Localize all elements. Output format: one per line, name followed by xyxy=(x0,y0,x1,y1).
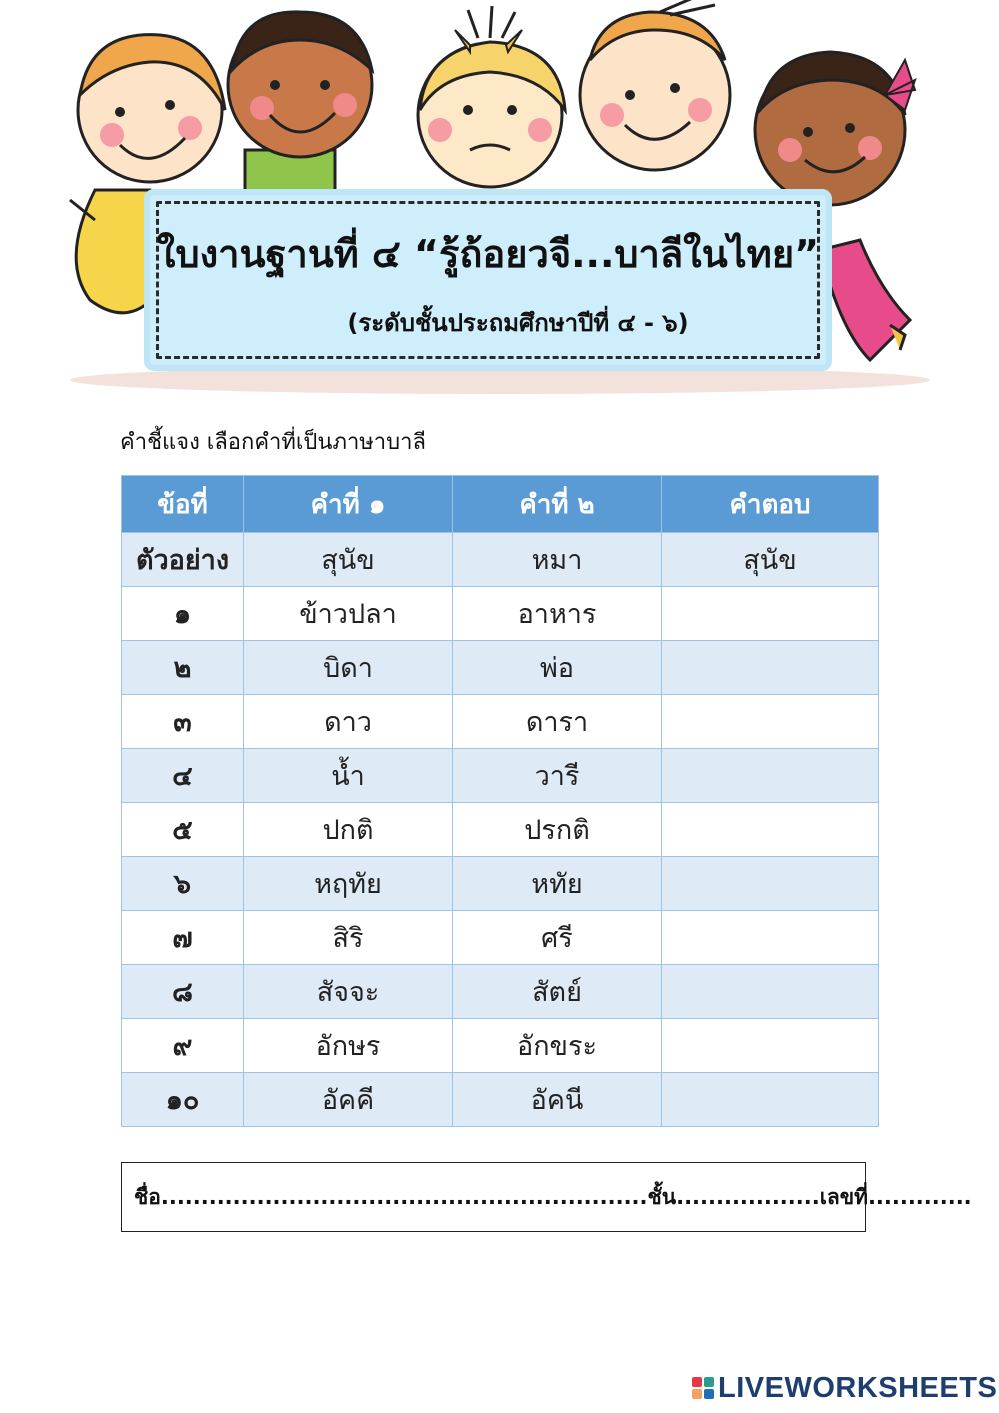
answer-input-cell[interactable] xyxy=(662,695,879,749)
logo-square-red xyxy=(692,1377,702,1387)
word-2: ศรี xyxy=(453,911,662,965)
table-row xyxy=(122,1019,879,1073)
liveworksheets-mark-icon xyxy=(692,1377,714,1399)
word-1: ดาว xyxy=(244,695,453,749)
word-2: ปรกติ xyxy=(453,803,662,857)
student-info-line: ชื่อ.............................................................ชั้น..................เลขที่............. xyxy=(134,1185,972,1209)
table-row xyxy=(122,1073,879,1127)
table-row xyxy=(122,857,879,911)
logo-square-teal xyxy=(704,1377,714,1387)
answer-input-cell[interactable] xyxy=(662,965,879,1019)
word-2: วารี xyxy=(453,749,662,803)
kid-3-icon xyxy=(418,6,565,187)
table-row xyxy=(122,803,879,857)
word-1: บิดา xyxy=(244,641,453,695)
answer-input-cell[interactable] xyxy=(662,587,879,641)
header-answer: คำตอบ xyxy=(662,476,879,533)
word-choice-table xyxy=(121,475,879,1127)
word-1: หฤทัย xyxy=(244,857,453,911)
student-info-box xyxy=(121,1162,972,1232)
kid-4-icon xyxy=(580,0,730,170)
word-1: สิริ xyxy=(244,911,453,965)
instruction-text: คำชี้แจง เลือกคำที่เป็นภาษาบาลี xyxy=(120,430,426,455)
word-1: อัคคี xyxy=(244,1073,453,1127)
table-row xyxy=(122,749,879,803)
table-row xyxy=(122,587,879,641)
word-2: สัตย์ xyxy=(453,965,662,1019)
table-row xyxy=(122,911,879,965)
answer-input-cell[interactable] xyxy=(662,857,879,911)
word-2: ดารา xyxy=(453,695,662,749)
word-2: พ่อ xyxy=(453,641,662,695)
answer-input-cell[interactable] xyxy=(662,749,879,803)
answer-input-cell[interactable] xyxy=(662,803,879,857)
answer-cell: สุนัข xyxy=(662,533,879,587)
answer-input-cell[interactable] xyxy=(662,641,879,695)
answer-input-cell[interactable] xyxy=(662,1073,879,1127)
liveworksheets-logo-text: LIVEWORKSHEETS xyxy=(718,1371,998,1404)
item-number: ๖ xyxy=(122,857,244,911)
logo-square-blue xyxy=(704,1389,714,1399)
table-header-row xyxy=(122,476,879,533)
kid-2-icon xyxy=(228,12,372,200)
word-1: อักษร xyxy=(244,1019,453,1073)
header-word-2: คำที่ ๒ xyxy=(453,476,662,533)
liveworksheets-logo xyxy=(692,1372,997,1404)
item-number: ๒ xyxy=(122,641,244,695)
table-row xyxy=(122,641,879,695)
header-item-number: ข้อที่ xyxy=(122,476,244,533)
word-2: หทัย xyxy=(453,857,662,911)
word-1: สุนัข xyxy=(244,533,453,587)
item-number: ๘ xyxy=(122,965,244,1019)
answer-input-cell[interactable] xyxy=(662,1019,879,1073)
word-2: อัคนี xyxy=(453,1073,662,1127)
item-number: ๑ xyxy=(122,587,244,641)
item-number: ๑๐ xyxy=(122,1073,244,1127)
logo-square-orange xyxy=(692,1389,702,1399)
item-number: ๕ xyxy=(122,803,244,857)
item-number: ตัวอย่าง xyxy=(122,533,244,587)
title-banner xyxy=(150,195,826,365)
header-word-1: คำที่ ๑ xyxy=(244,476,453,533)
worksheet-subtitle: (ระดับชั้นประถมศึกษาปีที่ ๔ - ๖) xyxy=(347,309,689,337)
word-1: สัจจะ xyxy=(244,965,453,1019)
item-number: ๔ xyxy=(122,749,244,803)
word-1: น้ำ xyxy=(244,749,453,803)
worksheet-title: ใบงานฐานที่ ๔ “รู้ถ้อยวจี...บาลีในไทย” xyxy=(156,232,820,276)
word-1: ข้าวปลา xyxy=(244,587,453,641)
word-2: หมา xyxy=(453,533,662,587)
table-row xyxy=(122,965,879,1019)
word-2: อักขระ xyxy=(453,1019,662,1073)
table-row-example xyxy=(122,533,879,587)
item-number: ๙ xyxy=(122,1019,244,1073)
word-2: อาหาร xyxy=(453,587,662,641)
table-row xyxy=(122,695,879,749)
word-1: ปกติ xyxy=(244,803,453,857)
item-number: ๗ xyxy=(122,911,244,965)
answer-input-cell[interactable] xyxy=(662,911,879,965)
item-number: ๓ xyxy=(122,695,244,749)
